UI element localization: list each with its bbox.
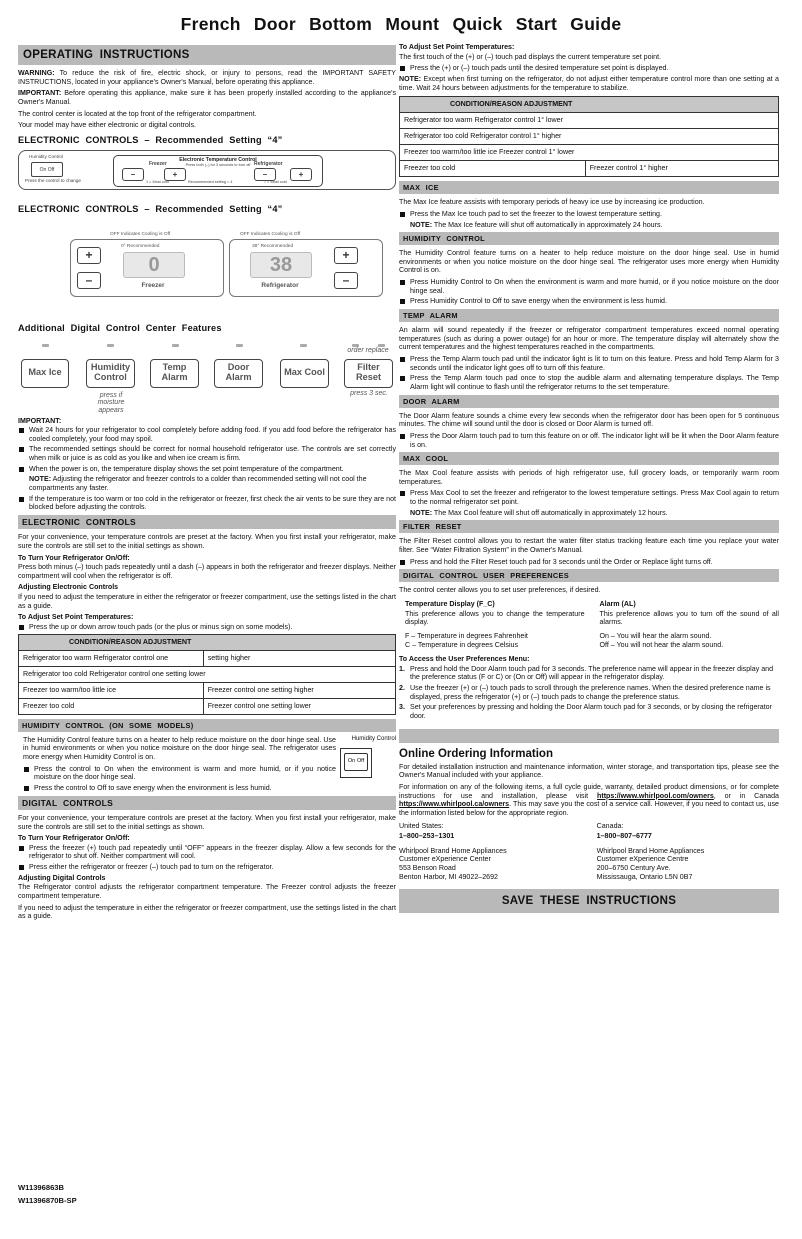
table-cell: Refrigerator too warm Refrigerator control 1° lower: [400, 113, 779, 129]
filter-reset-text: The Filter Reset control allows you to restart the water filter status tracking feature each time you replace your water filter. See “Water Filtration System” in the Owner's Manual.: [399, 537, 779, 555]
adjusting-digital-text: The Refrigerator control adjusts the refrigerator compartment temperature. The Freezer control adjusts the freezer compartment temperature.: [18, 883, 396, 901]
alarm-pref: [599, 598, 779, 649]
electronic-controls-header: ELECTRONIC CONTROLS: [18, 515, 396, 529]
right-adjust-heading: To Adjust Set Point Temperatures:: [399, 43, 515, 51]
table-row: [400, 129, 779, 145]
important-text: [18, 89, 396, 106]
preference-step-2: 2. Use the freezer (+) or (–) touch pads to scroll through the preference names. When the desired preference name is displayed, press the refrigerator (+) or (–) touch pads to change the preference status.: [399, 684, 771, 701]
user-preferences-header: DIGITAL CONTROL USER PREFERENCES: [399, 569, 779, 582]
max-cool-note: [399, 509, 779, 518]
preferences-grid: [399, 598, 779, 649]
left-column: [18, 42, 396, 924]
adjusting-digital-guide-text: If you need to adjust the temperature in either the refrigerator or freezer compartment, use the settings listed in the chart as a guide.: [18, 903, 396, 921]
canada-address-line: Mississauga, Ontario L5N 0B7: [596, 872, 693, 881]
adjusting-electronic-heading: Adjusting Electronic Controls: [18, 583, 119, 592]
humidity-control-text: The Humidity Control feature turns on a heater to help reduce moisture on the door hinge seal. Use in humid environments or when you notice moisture on the door hinge seal. The refrigerator uses more energy when Humidity Control is on.: [399, 249, 779, 275]
operating-instructions-header: OPERATING INSTRUCTIONS: [18, 45, 396, 65]
temperature-display-title: Temperature Display (F_C): [405, 600, 495, 608]
digital-controls-header: DIGITAL CONTROLS: [18, 796, 396, 810]
door-alarm-indicator-light: [236, 344, 243, 347]
digital-display-illustration: [18, 232, 396, 315]
table-cell: Freezer control 1° higher: [585, 161, 778, 177]
note-label: NOTE:: [399, 74, 422, 83]
humidity-section-body: [18, 736, 396, 793]
table-row: [400, 145, 779, 161]
humidity-press-caption: press if moisture appears: [97, 391, 125, 414]
us-address-line: Benton Harbor, MI 49022–2692: [399, 872, 498, 881]
canada-address-line: 200–6750 Century Ave.: [596, 864, 671, 873]
right-column: [399, 41, 779, 917]
fridge-most-cold-label: 7 = Most cold: [264, 180, 287, 185]
canada-address-line: Whirlpool Brand Home Appliances: [596, 846, 705, 855]
us-address-line: Whirlpool Brand Home Appliances: [399, 846, 507, 855]
adjust-set-point-bullet: Press the up or down arrow touch pads (or the plus or minus sign on some models).: [18, 623, 396, 632]
humidity-control-switch-box: [340, 748, 372, 778]
door-alarm-text: The Door Alarm feature sounds a chime every few seconds when the refrigerator door has been open for 5 continuous minutes. The chime will sound until the door is closed or Door Alarm is turned off.: [399, 411, 779, 429]
freezer-label: Freezer: [149, 161, 167, 168]
table-row: [19, 650, 396, 666]
right-adjust-text: The first touch of the (+) or (–) touch pad displays the current temperature set point.: [399, 52, 662, 61]
table-row: [19, 682, 396, 698]
step-text: Use the freezer (+) or (–) touch pads to scroll through the preference names. When the desired preference name is displayed, press the refrigerator (+) or (–) touch pads to change the preference status.: [410, 684, 771, 701]
canada-phone: 1–800–807–6777: [596, 832, 652, 841]
table-cell: Refrigerator too cold Refrigerator control one setting lower: [19, 666, 396, 682]
table-row: [400, 113, 779, 129]
filter-reset-bullet: Press and hold the Filter Reset touch pad for 3 seconds until the Order or Replace light turns off.: [399, 558, 779, 567]
online-contact-text: [399, 783, 779, 818]
table-row: [19, 698, 396, 714]
temp-alarm-header: TEMP ALARM: [399, 309, 779, 322]
important-body: Before operating this appliance, make sure it has been properly installed according to the appliance's Owner's Manual.: [18, 89, 396, 106]
model-controls-text: Your model may have either electronic or digital controls.: [18, 121, 196, 130]
table-cell: Freezer control one setting higher: [203, 682, 395, 698]
max-ice-button[interactable]: Max Ice: [21, 359, 69, 388]
warning-text: [18, 69, 396, 86]
refrigerator-minus-touchpad[interactable]: –: [334, 272, 358, 289]
electronic-on-off-heading: To Turn Your Refrigerator On/Off:: [18, 553, 130, 562]
recommended-setting-label: Recommended setting = 4: [188, 180, 233, 185]
refrigerator-label: Refrigerator: [254, 161, 283, 168]
digital-on-bullet: Press either the refrigerator or freezer (–) touch pad to turn on the refrigerator.: [18, 863, 396, 872]
feature-buttons-row: [18, 339, 396, 429]
temp-alarm-text: An alarm will sound repeatedly if the freezer or refrigerator compartment temperatures exceed normal operating temperatures (such as during a power outage) for an hour or more. The temperature display will alternately show the current temperatures and the highest temperatures reached in the compartments.: [399, 326, 779, 352]
freezer-digit-display: 0: [123, 252, 185, 278]
canada-contact: [597, 822, 779, 882]
table-header: CONDITION/REASON ADJUSTMENT: [400, 97, 779, 113]
user-preferences-text: The control center allows you to set user preferences, if desired.: [399, 586, 601, 595]
temperature-display-pref: [405, 598, 585, 649]
alarm-on-option: On – You will hear the alarm sound.: [599, 631, 712, 640]
humidity-control-on-bullet: Press Humidity Control to On when the environment is warm and more humid, or if you notice moisture on the door hinge seal.: [399, 278, 779, 295]
freezer-off-indicator-label: OFF Indicates Cooling is Off: [110, 232, 171, 238]
electronic-adjustment-table: [18, 634, 396, 715]
us-contact: [399, 822, 581, 882]
table-cell: Freezer too warm/too little ice: [19, 682, 204, 698]
table-cell: Freezer too cold: [19, 698, 204, 714]
temperature-control-panel: [113, 155, 323, 187]
refrigerator-plus-button[interactable]: +: [290, 168, 312, 181]
max-cool-header: MAX COOL: [399, 452, 779, 465]
blank-divider-bar: [399, 729, 779, 743]
alarm-pref-desc: This preference allows you to turn off the sound of all alarms.: [599, 609, 779, 627]
humidity-on-bullet: Press the control to On when the environment is warm and more humid, or if you notice moisture on the door hinge seal.: [23, 765, 336, 782]
max-cool-text: The Max Cool feature assists with periods of high refrigerator use, full grocery loads, or temporarily warm room temperatures.: [399, 469, 779, 486]
table-cell: Refrigerator too warm Refrigerator control one: [19, 650, 204, 666]
table-row: [400, 161, 779, 177]
table-cell: setting higher: [203, 650, 395, 666]
table-cell: Freezer control one setting lower: [203, 698, 395, 714]
preference-step-3: 3. Set your preferences by pressing and holding the Door Alarm touch pad for 3 seconds, or by closing the refrigerator door.: [399, 703, 772, 721]
temp-alarm-button[interactable]: Temp Alarm: [150, 359, 199, 388]
additional-features-title: Additional Digital Control Center Features: [18, 323, 222, 334]
humidity-control-models-header: HUMIDITY CONTROL (ON SOME MODELS): [18, 719, 396, 732]
max-cool-button[interactable]: Max Cool: [280, 359, 329, 388]
warning-body: To reduce the risk of fire, electric shock, or injury to persons, read the IMPORTANT SAFETY INSTRUCTIONS, located in your appliance's Owner's Manual, before operating this appliance.: [18, 69, 397, 86]
step-text: Set your preferences by pressing and holding the Door Alarm touch pad for 3 seconds, or by closing the refrigerator door.: [410, 703, 772, 721]
part-number-2: W11396870B-SP: [18, 1195, 77, 1205]
canada-address-line: Customer eXperience Centre: [596, 855, 689, 864]
save-instructions-banner: SAVE THESE INSTRUCTIONS: [399, 889, 779, 913]
max-ice-indicator-light: [42, 344, 49, 347]
note-label: NOTE:: [410, 508, 433, 517]
humidity-control-button[interactable]: Humidity Control: [86, 359, 135, 388]
refrigerator-minus-button[interactable]: –: [254, 168, 276, 181]
max-ice-header: MAX ICE: [399, 181, 779, 194]
table-cell: Freezer too cold: [400, 161, 586, 177]
freezer-display-panel: [70, 239, 224, 297]
note-body: The Max Ice feature will shut off automatically in approximately 24 hours.: [433, 220, 663, 229]
door-alarm-bullet: Press the Door Alarm touch pad to turn this feature on or off. The indicator light will be lit when the Door Alarm feature is on.: [399, 432, 779, 449]
humidity-description: The Humidity Control feature turns on a heater to help reduce moisture on the door hinge seal. Use in humid environments or when you notice moisture on the door hinge seal. The refrigerator uses more energy when Humidity Control is on.: [23, 735, 336, 761]
important-heading: IMPORTANT:: [18, 416, 62, 425]
freezer-minus-button[interactable]: –: [122, 168, 144, 181]
filter-press-caption: press 3 sec.: [350, 389, 388, 397]
digital-preset-text: For your convenience, your temperature controls are preset at the factory. When you first install your refrigerator, make sure the controls are still set to the initial settings as shown.: [18, 813, 396, 831]
refrigerator-plus-touchpad[interactable]: +: [334, 247, 358, 264]
us-phone: 1–800–253–1301: [399, 832, 455, 841]
important-note: [18, 475, 396, 492]
note-body: Except when first turning on the refrigerator, do not adjust either temperature control more than one setting at a time. Wait 24 hours between adjustments for the temperature to stabilize.: [399, 74, 779, 92]
contact-addresses: [399, 822, 779, 882]
freezer-minus-touchpad[interactable]: –: [77, 272, 101, 289]
us-address-line: Customer eXperience Center: [399, 855, 491, 864]
control-center-text: The control center is located at the top front of the refrigerator compartment.: [18, 109, 257, 118]
door-alarm-header: DOOR ALARM: [399, 395, 779, 408]
alarm-off-option: Off – You will not hear the alarm sound.: [599, 640, 724, 649]
freezer-display-label: Freezer: [141, 282, 165, 290]
electronic-on-off-text: Press both minus (–) touch pads repeatedly until a dash (–) appears in both the refrigerator and freezer displays. Neither compartment will cool when the refrigerator is off.: [18, 563, 396, 580]
max-ice-bullet: Press the Max Ice touch pad to set the freezer to the lowest temperature setting.: [399, 210, 779, 219]
table-header: CONDITION/REASON ADJUSTMENT: [19, 634, 396, 650]
freezer-plus-touchpad[interactable]: +: [77, 247, 101, 264]
note-body: The Max Cool feature will shut off automatically in approximately 12 hours.: [433, 508, 668, 517]
digital-off-bullet: Press the freezer (+) touch pad repeatedly until “OFF” appears in the freezer display. Allow a few seconds for the refrigerator to shut off. Neither compartment will cool.: [18, 844, 396, 861]
electronic-controls-title-1: ELECTRONIC CONTROLS – Recommended Setting “4”: [18, 134, 283, 145]
page-title: French Door Bottom Mount Quick Start Guide: [180, 14, 622, 34]
important-label: IMPORTANT:: [18, 89, 62, 98]
important-bullet-1: Wait 24 hours for your refrigerator to cool completely before adding food. If you add food before the refrigerator has cooled completely, your food may spoil.: [18, 426, 396, 443]
contact-text-1: For information on any of the following items, a full cycle guide, warranty, detailed product dimensions, or for complete instructions for use and installation, please visit: [399, 782, 779, 800]
note-label: NOTE:: [29, 475, 52, 484]
humidity-control-label: Humidity Control: [29, 154, 63, 160]
humidity-control-box-title: Humidity Control: [351, 735, 396, 742]
warning-label: WARNING:: [18, 69, 55, 78]
adjusting-digital-heading: Adjusting Digital Controls: [18, 873, 106, 882]
freezer-plus-button[interactable]: +: [164, 168, 186, 181]
celsius-option: C – Temperature in degrees Celsius: [405, 640, 519, 649]
press-control-label: Press the control to change: [25, 178, 81, 184]
max-ice-text: The Max Ice feature assists with temporary periods of heavy ice use by increasing ice production.: [399, 198, 705, 207]
freezer-recommended-label: 0° Recommended: [121, 244, 160, 250]
contact-text-2: , or in Canada: [713, 791, 779, 800]
part-numbers: [18, 1182, 77, 1208]
temp-alarm-indicator-light: [172, 344, 179, 347]
online-ordering-text: For detailed installation instruction and maintenance information, winter storage, and transportation tips, please see the Owner's Manual included with your appliance.: [399, 762, 779, 780]
filter-reset-header: FILTER RESET: [399, 520, 779, 533]
max-ice-note: [399, 221, 779, 230]
humidity-off-bullet: Press the control to Off to save energy when the environment is less humid.: [23, 784, 392, 793]
fahrenheit-option: F – Temperature in degrees Fahrenheit: [405, 631, 528, 640]
step-text: Press and hold the Door Alarm touch pad for 3 seconds. The preference name will appear in the freezer display and the preference status (F or C) or (On or Off) will appear in the refrigerator display.: [410, 664, 774, 682]
table-row: [19, 666, 396, 682]
table-cell: Freezer too warm/too little ice Freezer control 1° lower: [400, 145, 779, 161]
max-cool-indicator-light: [300, 344, 307, 347]
order-replace-caption: order replace: [347, 346, 389, 354]
alarm-pref-title: Alarm (AL): [599, 600, 636, 608]
max-cool-bullet: Press Max Cool to set the freezer and refrigerator to the lowest temperature settings. Press Max Cool again to return to the normal refrigerator set point.: [399, 489, 779, 506]
online-ordering-title: Online Ordering Information: [399, 747, 553, 760]
digital-adjustment-table: [399, 96, 779, 177]
humidity-indicator-light: [107, 344, 114, 347]
humidity-on-off-switch: On Off: [31, 162, 63, 177]
electronic-controls-title-2: ELECTRONIC CONTROLS – Recommended Setting “4”: [18, 204, 283, 215]
digital-on-off-heading: To Turn Your Refrigerator On/Off:: [18, 834, 130, 843]
refrigerator-digit-display: 38: [250, 252, 312, 278]
important-bullet-2: The recommended settings should be correct for normal household refrigerator use. The controls are set correctly when milk or juice is as cold as you like and when ice cream is firm.: [18, 445, 396, 462]
most-cold-label: 1 = Most cold: [146, 180, 169, 185]
whirlpool-ca-link[interactable]: https://www.whirlpool.ca/owners: [399, 800, 510, 809]
refrigerator-recommended-label: 38° Recommended: [252, 244, 294, 250]
contact-text-3: . This may save you the cost of a service call. However, if you need to contact us, use the information listed below for the appropriate region.: [399, 800, 779, 817]
electronic-temp-control-title: Electronic Temperature Control: [179, 157, 257, 164]
right-adjust-note: [399, 75, 779, 92]
access-preferences-heading: To Access the User Preferences Menu:: [399, 655, 530, 664]
temp-alarm-bullet-2: Press the Temp Alarm touch pad once to stop the audible alarm and alternating temperature displays. The Temp Alarm light will continue to flash until the refrigerator returns to the set temperature.: [399, 374, 779, 391]
refrigerator-display-panel: [229, 239, 383, 297]
adjust-set-point-heading: To Adjust Set Point Temperatures:: [18, 613, 134, 622]
us-address-line: 553 Benson Road: [399, 864, 456, 873]
adjusting-electronic-text: If you need to adjust the temperature in either the refrigerator or freezer compartment, use the settings listed in the chart as a guide.: [18, 593, 396, 610]
temperature-display-desc: This preference allows you to change the temperature display.: [405, 609, 585, 627]
electronic-control-panel-illustration: [18, 150, 396, 190]
right-adjust-bullet: Press the (+) or (–) touch pads until the desired temperature set point is displayed.: [399, 64, 779, 73]
temp-alarm-bullet-1: Press the Temp Alarm touch pad until the indicator light is lit to turn on this feature. Press and hold Temp Alarm for 3 seconds until the indicator light goes off to turn off this feature.: [399, 355, 779, 372]
door-alarm-button[interactable]: Door Alarm: [214, 359, 263, 388]
note-body: Adjusting the refrigerator and freezer controls to a colder than recommended setting will not cool the compartments any faster.: [29, 475, 367, 492]
refrigerator-off-indicator-label: OFF Indicates Cooling is Off: [240, 232, 301, 238]
canada-label: Canada:: [596, 821, 624, 830]
turn-off-instruction: Press both (–) for 3 seconds to turn off: [185, 163, 251, 168]
important-bullet-3: When the power is on, the temperature display shows the set point temperature of the compartment.: [18, 465, 396, 474]
us-label: United States:: [399, 821, 444, 830]
whirlpool-us-link[interactable]: https://www.whirlpool.com/owners: [597, 791, 714, 800]
table-cell: Refrigerator too cold Refrigerator control 1° higher: [400, 129, 779, 145]
important-bullet-4: If the temperature is too warm or too cold in the refrigerator or freezer, first check the air vents to be sure they are not blocked before adjusting the controls.: [18, 495, 396, 512]
part-number-1: W11396863B: [18, 1183, 65, 1192]
note-label: NOTE:: [410, 220, 433, 229]
filter-reset-button[interactable]: Filter Reset: [344, 359, 393, 388]
electronic-preset-text: For your convenience, your temperature controls are preset at the factory. When you first install your refrigerator, make sure the controls are still set to the initial settings as shown.: [18, 533, 396, 550]
preference-step-1: 1. Press and hold the Door Alarm touch pad for 3 seconds. The preference name will appear in the freezer display and the preference status (F or C) or (On or Off) will appear in the refrigerator display.: [399, 664, 774, 682]
humidity-control-header: HUMIDITY CONTROL: [399, 232, 779, 245]
humidity-on-off-toggle[interactable]: On Off: [344, 753, 368, 771]
refrigerator-display-label: Refrigerator: [261, 282, 299, 290]
humidity-control-off-bullet: Press Humidity Control to Off to save energy when the environment is less humid.: [399, 297, 779, 306]
